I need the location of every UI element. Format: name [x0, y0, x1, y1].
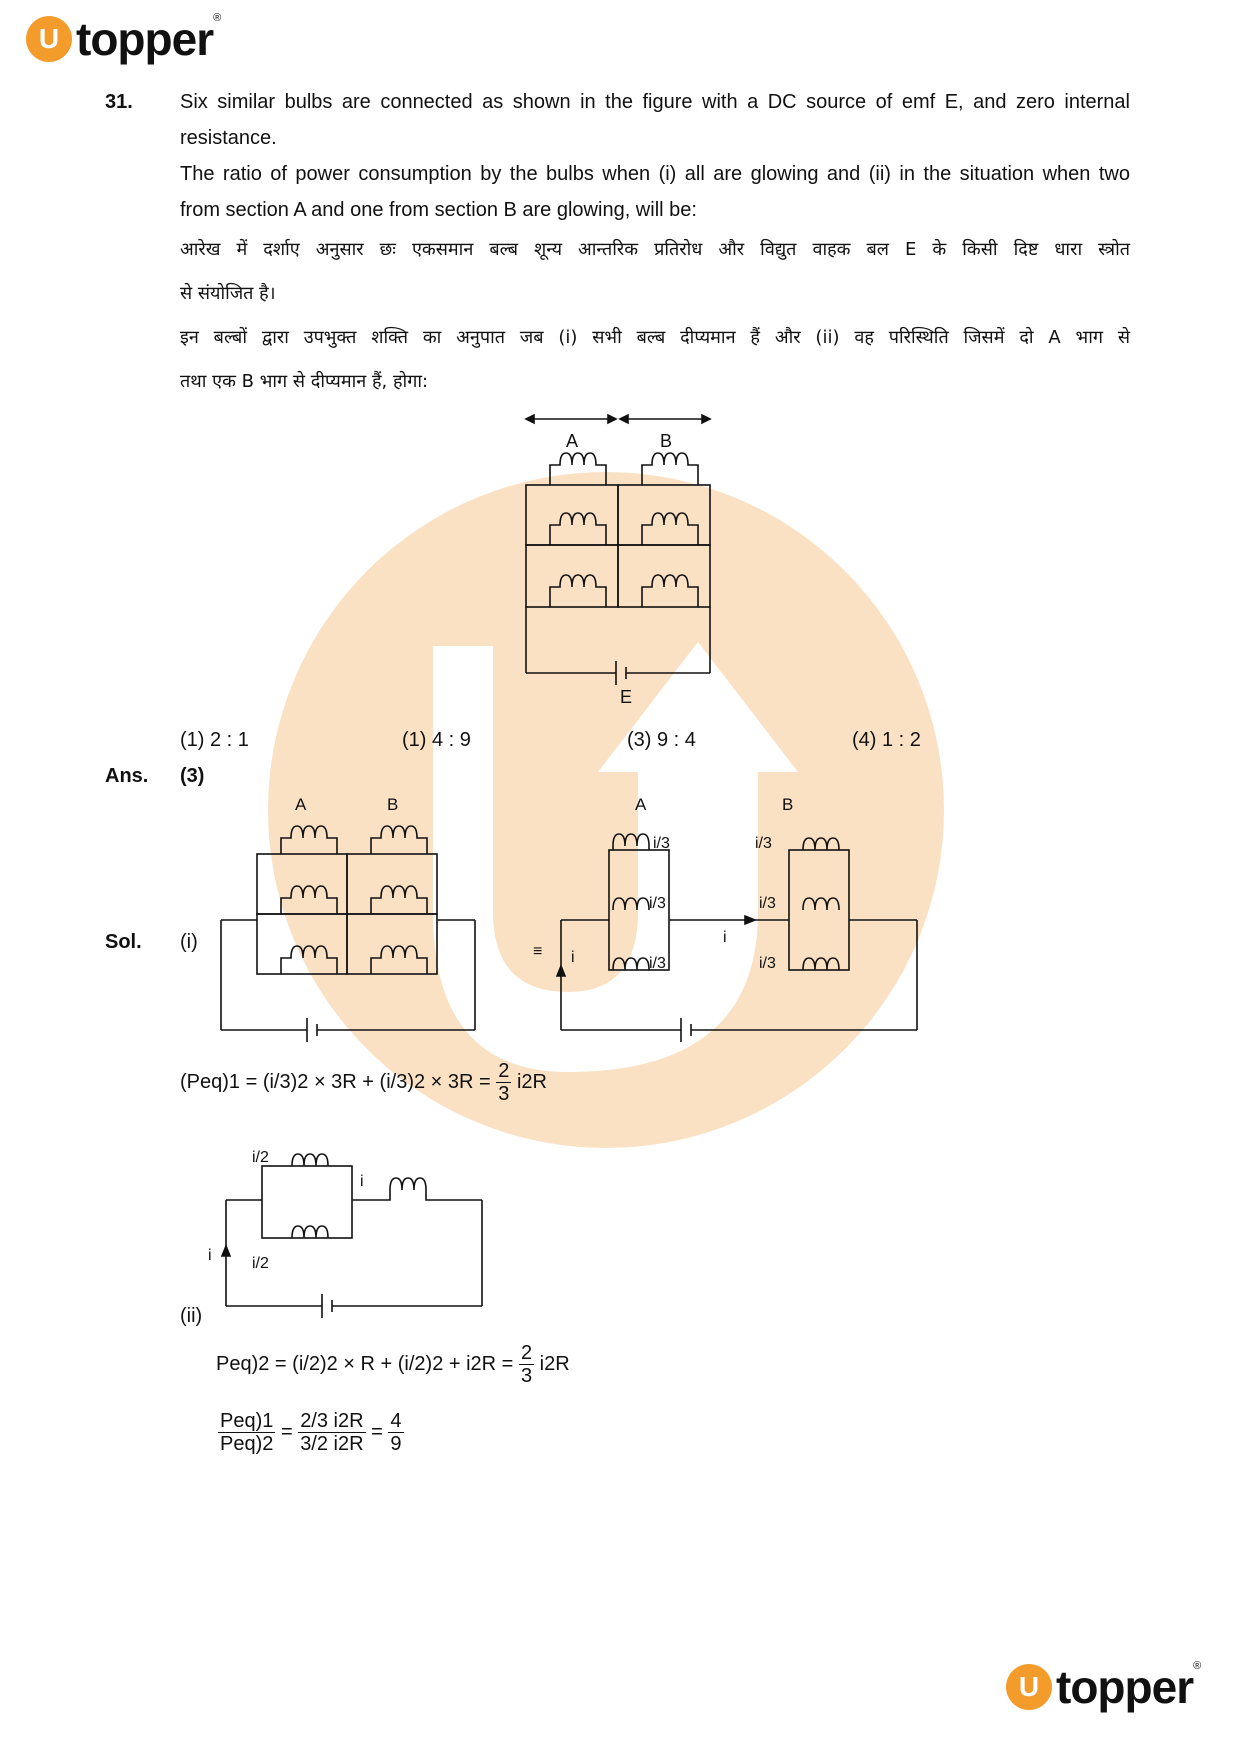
label-section-b: B: [660, 431, 673, 451]
current-i3-b3: i/3: [759, 955, 776, 972]
circuit-diagram-case-i: [215, 792, 935, 1052]
equation-ratio: $\frac{\text{Peq)1}}{\text{Peq)2}}$ = $\frac{2/3 i2R}{3/2 i2R}$ = $\frac{4}{9}$: [220, 1410, 402, 1455]
equation-case-ii-tail: i2R: [539, 1352, 570, 1375]
bulb-b3: [642, 575, 698, 607]
solution-label: Sol.: [105, 931, 142, 953]
current-i3-b1: i/3: [755, 835, 772, 852]
bulb-b2: [642, 513, 698, 545]
option-3: (3) 9 : 4: [627, 729, 696, 751]
current-i-source-ii: i: [208, 1247, 212, 1264]
equiv-symbol: ≡: [533, 943, 543, 960]
current-i3-b2: i/3: [759, 895, 776, 912]
answer-value: (3): [180, 765, 205, 787]
bulb-a2: [550, 513, 606, 545]
bulb-a3: [550, 575, 606, 607]
current-i-series: i: [723, 929, 727, 946]
label-a-right: A: [635, 795, 647, 814]
equation-case-ii-lhs: Peq)2 = (i/2)2 × R + (i/2)2 + i2R =: [216, 1352, 514, 1375]
footer-logo-u-icon: U: [1006, 1664, 1052, 1710]
current-i3-a3: i/3: [649, 955, 666, 972]
bulb-b1: [642, 453, 698, 485]
label-b-left: B: [387, 795, 399, 814]
option-4: (4) 1 : 2: [852, 729, 921, 751]
equation-case-i-tail: i2R: [516, 1070, 547, 1093]
solution-part-ii: (ii): [180, 1305, 203, 1327]
footer-logo: U topper®: [1006, 1660, 1201, 1714]
ratio-mid-fraction: $\frac{2/3 i2R}{3/2 i2R}$: [300, 1410, 364, 1455]
question-text-hi: आरेख में दर्शाए अनुसार छः एकसमान बल्ब शून्य आन्तरिक प्रतिरोध और विद्युत वाहक बल E के किसी दिष्ट धारा स्त्रोत से संयोजित है। इन बल्बों द्वारा उपभुक्त शक्ति का अनुपात जब (i) सभी बल्ब दीप्यमान हैं और (ii) वह परिस्थिति जिसमें दो A भाग से तथा एक B भाग से दीप्यमान हैं, होगा:: [180, 239, 1130, 392]
solution-part-i: (i): [180, 931, 198, 953]
option-2: (1) 4 : 9: [402, 729, 471, 751]
current-i-source: i: [571, 949, 575, 966]
label-b-right: B: [782, 795, 794, 814]
answer-label: Ans.: [105, 765, 149, 787]
current-i2-bottom: i/2: [252, 1255, 269, 1272]
header-logo: U topper®: [26, 12, 221, 66]
bulb-a1: [550, 453, 606, 485]
circuit-diagram-case-ii: [200, 1120, 500, 1330]
circuit-diagram-main: [520, 405, 730, 715]
equation-case-ii-fraction: $\frac{2}{3}$: [520, 1342, 533, 1387]
current-i3-a1: i/3: [653, 835, 670, 852]
current-i2-top: i/2: [252, 1149, 269, 1166]
logo-wordmark: topper: [76, 13, 214, 65]
current-i-series-ii: i: [360, 1173, 364, 1190]
label-section-a: A: [566, 431, 579, 451]
equation-case-i: [180, 1060, 547, 1105]
logo-u-icon: U: [26, 16, 72, 62]
label-a-left: A: [295, 795, 307, 814]
equation-case-i-fraction: $\frac{2}{3}$: [498, 1060, 510, 1105]
current-i3-a2: i/3: [649, 895, 666, 912]
question-text-en: Six similar bulbs are connected as shown in the figure with a DC source of emf E, and zero internal resistance. The ratio of power consumption by the bulbs when (i) all are glowing and (ii) in the situation when two from section A and one from section B are glowing, will be:: [180, 91, 1130, 221]
option-1: (1) 2 : 1: [180, 729, 249, 751]
ratio-lhs-fraction: $\frac{\text{Peq)1}}{\text{Peq)2}}$: [220, 1410, 274, 1455]
ratio-result-fraction: $\frac{4}{9}$: [390, 1410, 402, 1455]
label-emf: E: [620, 687, 633, 707]
question-number: 31.: [105, 91, 133, 113]
footer-logo-wordmark: topper: [1056, 1661, 1194, 1713]
equation-case-ii: [216, 1342, 570, 1387]
equation-case-i-lhs: (Peq)1 = (i/3)2 × 3R + (i/3)2 × 3R =: [180, 1070, 491, 1093]
